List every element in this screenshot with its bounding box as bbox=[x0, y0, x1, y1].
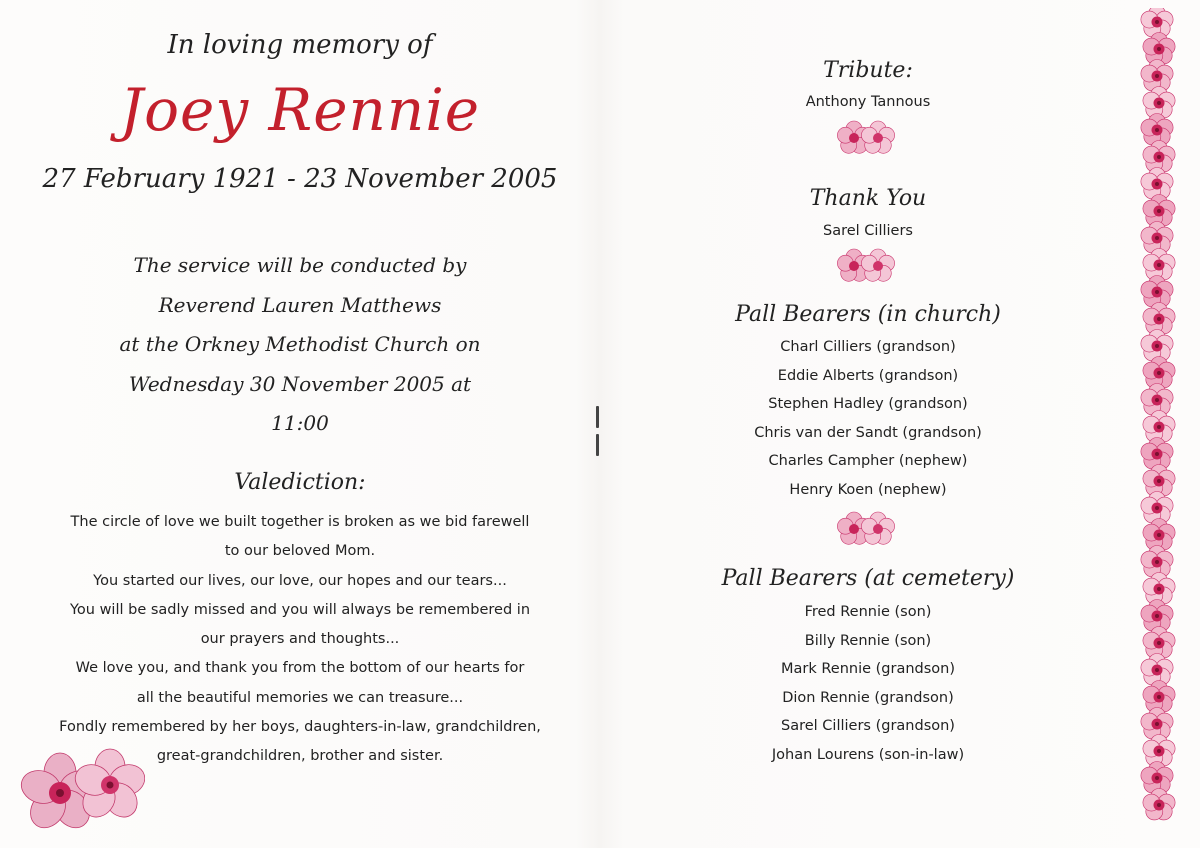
church-bearers-list bbox=[600, 333, 1136, 505]
border-flower-icon bbox=[1143, 627, 1175, 658]
border-flower-icon bbox=[1143, 249, 1175, 280]
border-flower-icon bbox=[1141, 600, 1173, 631]
valediction-line: You started our lives, our love, our hopes and our tears... bbox=[93, 572, 507, 589]
border-flower-icon bbox=[1143, 519, 1175, 550]
flower-pair-icon bbox=[836, 248, 896, 284]
border-flower-icon bbox=[1143, 141, 1175, 172]
service-line: 11:00 bbox=[271, 411, 329, 435]
cemetery-bearers-list bbox=[600, 598, 1136, 770]
corner-flowers-icon bbox=[20, 745, 145, 830]
border-flower-icon bbox=[1141, 708, 1173, 739]
service-line: at the Orkney Methodist Church on bbox=[119, 332, 481, 356]
border-flower-icon bbox=[1141, 762, 1173, 793]
valediction-line: our prayers and thoughts... bbox=[200, 631, 400, 648]
in-memory-heading: In loving memory of bbox=[167, 30, 433, 60]
border-flower-icon bbox=[1141, 384, 1173, 415]
service-line: Wednesday 30 November 2005 at bbox=[128, 371, 472, 396]
valediction-heading: Valediction: bbox=[234, 470, 366, 495]
border-flower-icon bbox=[1141, 546, 1173, 577]
border-flower-icon bbox=[1141, 114, 1173, 145]
thanks-heading: Thank You bbox=[809, 186, 927, 211]
border-flower-icon bbox=[1143, 735, 1175, 766]
cemetery-bearer: Fred Rennie (son) bbox=[804, 604, 932, 620]
border-flower-icon bbox=[1141, 654, 1173, 685]
valediction-line: The circle of love we built together is broken as we bid farewell bbox=[70, 514, 530, 530]
border-flower-icon bbox=[1141, 222, 1173, 253]
border-flower-icon bbox=[1143, 411, 1175, 442]
valediction-line: Fondly remembered by her boys, daughters-in-law, grandchildren, bbox=[59, 719, 541, 736]
service-line: The service will be conducted by bbox=[133, 253, 467, 277]
valediction-line: all the beautiful memories we can treasure... bbox=[136, 689, 464, 706]
border-flower-icon bbox=[1141, 492, 1173, 523]
cemetery-bearer: Mark Rennie (grandson) bbox=[780, 661, 956, 678]
church-bearer: Henry Koen (nephew) bbox=[789, 481, 947, 498]
border-flower-icon bbox=[1143, 573, 1175, 604]
thanks-list bbox=[600, 217, 1136, 246]
service-line: Reverend Lauren Matthews bbox=[158, 292, 442, 317]
valediction-line: great-grandchildren, brother and sister. bbox=[156, 748, 444, 765]
deceased-name: Joey Rennie bbox=[119, 76, 481, 144]
service-details bbox=[0, 246, 600, 444]
flower-pair-icon bbox=[836, 511, 896, 547]
tribute-list bbox=[600, 88, 1136, 117]
border-flower-icon bbox=[1143, 681, 1175, 712]
cemetery-bearer: Dion Rennie (grandson) bbox=[782, 689, 954, 706]
border-flower-icon bbox=[1141, 60, 1173, 91]
border-flower-icon bbox=[1143, 357, 1175, 388]
border-flower-icon bbox=[1141, 168, 1173, 199]
border-flower-icon bbox=[1141, 330, 1173, 361]
border-flower-icon bbox=[1143, 465, 1175, 496]
valediction-line: to our beloved Mom. bbox=[224, 543, 376, 560]
church-bearer: Stephen Hadley (grandson) bbox=[768, 396, 968, 413]
flower-border-strip bbox=[1138, 8, 1178, 836]
cemetery-bearer: Sarel Cilliers (grandson) bbox=[781, 718, 955, 735]
church-bearer: Chris van der Sandt (grandson) bbox=[754, 424, 982, 441]
valediction-line: You will be sadly missed and you will always be remembered in bbox=[69, 601, 531, 618]
border-flower-icon bbox=[1143, 195, 1175, 226]
right-page bbox=[600, 0, 1200, 848]
fold-mark bbox=[596, 406, 599, 428]
valediction-line: We love you, and thank you from the bottom of our hearts for bbox=[75, 660, 525, 677]
fold-mark bbox=[596, 434, 599, 456]
border-flower-icon bbox=[1143, 303, 1175, 334]
valediction-text bbox=[20, 508, 580, 772]
cemetery-bearers-heading: Pall Bearers (at cemetery) bbox=[721, 566, 1015, 591]
thanks-name: Sarel Cilliers bbox=[823, 223, 913, 239]
church-bearer: Eddie Alberts (grandson) bbox=[777, 367, 959, 384]
border-flower-icon bbox=[1143, 33, 1175, 64]
border-flower-icon bbox=[1141, 276, 1173, 307]
flower-pair-icon bbox=[836, 120, 896, 156]
life-dates: 27 February 1921 - 23 November 2005 bbox=[42, 164, 558, 194]
cemetery-bearer: Billy Rennie (son) bbox=[804, 632, 932, 649]
cemetery-bearer: Johan Lourens (son-in-law) bbox=[771, 746, 965, 763]
church-bearers-heading: Pall Bearers (in church) bbox=[735, 302, 1001, 327]
tribute-name: Anthony Tannous bbox=[805, 94, 931, 110]
church-bearer: Charles Campher (nephew) bbox=[768, 453, 968, 470]
border-flower-icon bbox=[1141, 438, 1173, 469]
tribute-heading: Tribute: bbox=[823, 58, 913, 83]
border-flower-icon bbox=[1143, 789, 1175, 820]
border-flower-icon bbox=[1143, 87, 1175, 118]
church-bearer: Charl Cilliers (grandson) bbox=[780, 339, 956, 355]
